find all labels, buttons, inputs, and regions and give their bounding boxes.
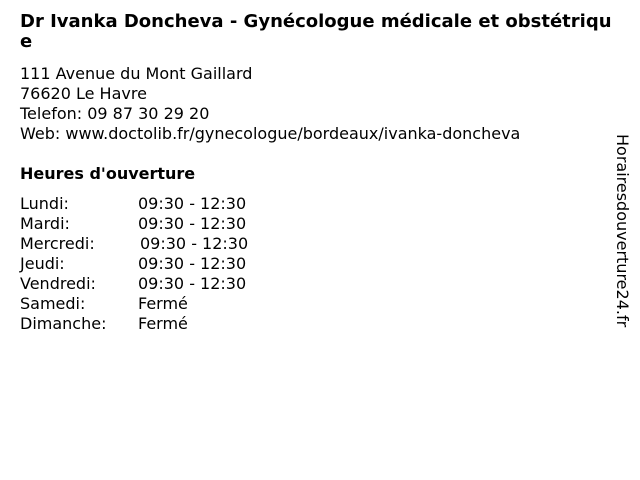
hours-row-monday <box>20 194 280 214</box>
city-postal: 76620 Le Havre <box>20 84 147 103</box>
phone-number: Telefon: 09 87 30 29 20 <box>20 104 210 123</box>
hours-heading: Heures d'ouverture <box>20 164 196 183</box>
hours-row-thursday <box>20 254 280 274</box>
opening-hours-table <box>20 194 280 334</box>
hours-row-sunday <box>20 314 280 334</box>
time-value: 09:30 - 12:30 <box>138 254 247 273</box>
day-label: Jeudi: <box>20 254 65 273</box>
day-label: Lundi: <box>20 194 69 213</box>
street-address: 111 Avenue du Mont Gaillard <box>20 64 253 83</box>
time-value: 09:30 - 12:30 <box>138 274 247 293</box>
day-label: Samedi: <box>20 294 86 313</box>
hours-row-saturday <box>20 294 280 314</box>
hours-row-friday <box>20 274 280 294</box>
day-label: Vendredi: <box>20 274 96 293</box>
contact-info <box>20 64 520 144</box>
time-value: 09:30 - 12:30 <box>138 194 247 213</box>
day-label: Mardi: <box>20 214 70 233</box>
hours-row-wednesday <box>20 234 280 254</box>
page-title: Dr Ivanka Doncheva - Gynécologue médicale et obstétrique <box>20 11 612 52</box>
hours-row-tuesday <box>20 214 280 234</box>
time-value: 09:30 - 12:30 <box>138 214 247 233</box>
time-value: 09:30 - 12:30 <box>140 234 249 253</box>
website-link[interactable]: Web: www.doctolib.fr/gynecologue/bordeaux/ivanka-doncheva <box>20 124 521 143</box>
day-label: Mercredi: <box>20 234 95 253</box>
time-value: Fermé <box>138 294 188 313</box>
day-label: Dimanche: <box>20 314 107 333</box>
time-value: Fermé <box>138 314 188 333</box>
site-brand-vertical: Horairesdouverture24.fr <box>613 134 632 328</box>
